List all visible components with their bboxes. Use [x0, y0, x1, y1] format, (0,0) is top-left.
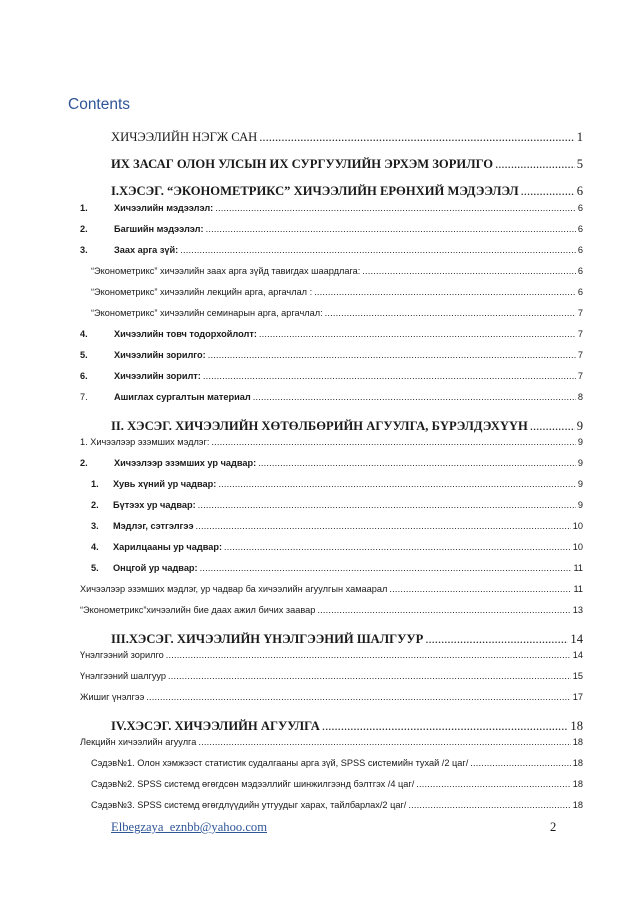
toc-entry[interactable]: [0, 419, 638, 434]
toc-entry-page: 18: [570, 719, 583, 733]
toc-leader-dots: [215, 203, 576, 213]
toc-entry-text: Хичээлээр эзэмших мэдлэг, ур чадвар ба хичээлийн агуулгын хамаарал: [80, 584, 388, 594]
toc-entry[interactable]: [0, 287, 638, 297]
toc-entry-page: 7: [577, 371, 583, 381]
toc-entry-page: 11: [573, 584, 583, 594]
toc-entry-text: Заах арга зүй:: [114, 245, 179, 255]
toc-leader-dots: [146, 692, 571, 702]
toc-entry-page: 5: [576, 157, 583, 171]
toc-entry-page: 13: [572, 605, 583, 615]
toc-entry[interactable]: [0, 584, 638, 594]
toc-entry[interactable]: [0, 203, 638, 213]
toc-entry-text: Жишиг үнэлгээ: [80, 692, 145, 702]
toc-entry-page: 18: [572, 779, 583, 789]
toc-entry-text: Үнэлгээний зорилго: [80, 650, 164, 660]
toc-entry-text: Харилцааны ур чадвар:: [113, 542, 222, 552]
toc-leader-dots: [317, 605, 570, 615]
toc-entry-page: 10: [572, 542, 583, 552]
toc-entry[interactable]: [0, 650, 638, 660]
toc-entry-page: 17: [572, 692, 583, 702]
toc-entry-number: 2.: [91, 500, 99, 510]
toc-entry-page: 7: [577, 308, 583, 318]
toc-entry-page: 6: [576, 184, 583, 198]
toc-leader-dots: [322, 719, 568, 734]
toc-entry-page: 8: [577, 392, 583, 402]
toc-entry-text: ИХ ЗАСАГ ОЛОН УЛСЫН ИХ СУРГУУЛИЙН ЭРХЭМ ЗОРИЛГО: [111, 157, 494, 171]
toc-entry-page: 9: [577, 500, 583, 510]
toc-entry-text: Ашиглах сургалтын материал: [114, 392, 251, 402]
toc-heading: Contents: [68, 96, 131, 113]
toc-entry-text: Хичээлийн зорилго:: [114, 350, 206, 360]
toc-leader-dots: [218, 479, 576, 489]
toc-entry-page: 14: [570, 632, 583, 646]
toc-leader-dots: [168, 671, 571, 681]
toc-entry[interactable]: [0, 245, 638, 255]
toc-entry-number: 2.: [80, 458, 88, 468]
toc-entry[interactable]: [0, 266, 638, 276]
toc-entry-number: 5.: [80, 350, 88, 360]
toc-leader-dots: [203, 371, 576, 381]
toc-entry[interactable]: [0, 308, 638, 318]
toc-leader-dots: [224, 542, 571, 552]
toc-entry-page: 6: [577, 266, 583, 276]
toc-leader-dots: [198, 500, 576, 510]
toc-leader-dots: [259, 130, 574, 145]
toc-entry-text: Мэдлэг, сэтгэлгээ: [113, 521, 194, 531]
toc-entry-text: IV.ХЭСЭГ. ХИЧЭЭЛИЙН АГУУЛГА: [111, 719, 320, 733]
toc-leader-dots: [530, 419, 575, 434]
toc-entry-text: II. ХЭСЭГ. ХИЧЭЭЛИЙН ХӨТӨЛБӨРИЙН АГУУЛГА, БҮРЭЛДЭХҮҮН: [111, 419, 528, 433]
toc-leader-dots: [425, 632, 568, 647]
toc-leader-dots: [180, 245, 576, 255]
toc-leader-dots: [258, 458, 576, 468]
toc-leader-dots: [470, 758, 571, 768]
toc-leader-dots: [211, 437, 575, 447]
toc-entry-page: 9: [577, 479, 583, 489]
toc-entry-page: 6: [577, 287, 583, 297]
toc-entry[interactable]: [0, 605, 638, 615]
toc-leader-dots: [389, 584, 571, 594]
toc-entry-number: 3.: [80, 245, 88, 255]
toc-entry-text: Багшийн мэдээлэл:: [114, 224, 204, 234]
toc-leader-dots: [521, 184, 575, 199]
toc-entry-page: 18: [572, 737, 583, 747]
toc-entry-number: 7.: [80, 392, 88, 402]
toc-entry[interactable]: [0, 632, 638, 647]
toc-entry[interactable]: [0, 563, 638, 573]
toc-entry[interactable]: [0, 329, 638, 339]
toc-entry[interactable]: [0, 350, 638, 360]
toc-entry[interactable]: [0, 500, 638, 510]
toc-leader-dots: [206, 224, 576, 234]
toc-leader-dots: [362, 266, 576, 276]
toc-leader-dots: [208, 350, 576, 360]
toc-entry-page: 6: [577, 224, 583, 234]
toc-entry[interactable]: [0, 800, 638, 810]
toc-entry-text: ХИЧЭЭЛИЙН НЭГЖ САН: [111, 130, 258, 144]
toc-leader-dots: [314, 287, 576, 297]
toc-entry-text: Сэдэв№1. Олон хэмжээст статистик судалгааны арга зүй, SPSS системийн тухай /2 цаг/: [91, 758, 469, 768]
toc-entry-text: Онцгой ур чадвар:: [113, 563, 198, 573]
toc-leader-dots: [325, 308, 576, 318]
toc-leader-dots: [408, 800, 570, 810]
toc-entry[interactable]: [0, 392, 638, 402]
toc-entry[interactable]: [0, 184, 638, 199]
toc-entry-text: I.ХЭСЭГ. “ЭКОНОМЕТРИКС” ХИЧЭЭЛИЙН ЕРӨНХИЙ МЭДЭЭЛЭЛ: [111, 184, 519, 198]
toc-entry-number: 1.: [80, 203, 88, 213]
toc-entry-text: “Эконометрикс” хичээлийн лекцийн арга, аргачлал :: [91, 287, 313, 297]
toc-entry-text: Лекцийн хичээлийн агуулга: [80, 737, 197, 747]
toc-entry[interactable]: [0, 758, 638, 768]
toc-entry-text: Үнэлгээний шалгуур: [80, 671, 167, 681]
toc-entry-page: 6: [577, 203, 583, 213]
toc-leader-dots: [200, 563, 572, 573]
toc-entry-page: 9: [577, 458, 583, 468]
toc-entry-page: 11: [573, 563, 583, 573]
toc-entry[interactable]: [0, 458, 638, 468]
toc-entry-text: Хичээлийн зорилт:: [114, 371, 201, 381]
toc-entry[interactable]: [0, 479, 638, 489]
toc-entry-text: Хичээлээр эзэмших ур чадвар:: [114, 458, 257, 468]
toc-leader-dots: [196, 521, 571, 531]
toc-entry-number: 2.: [80, 224, 88, 234]
toc-entry[interactable]: [0, 737, 638, 747]
toc-entry-number: 3.: [91, 521, 99, 531]
toc-entry-page: 9: [576, 419, 583, 433]
toc-entry-page: 7: [577, 350, 583, 360]
toc-entry-page: 6: [577, 245, 583, 255]
toc-leader-dots: [416, 779, 570, 789]
toc-entry-text: Сэдэв№2. SPSS системд өгөгдсөн мэдээллийг шинжилгээнд бэлтгэх /4 цаг/: [91, 779, 415, 789]
toc-entry[interactable]: [0, 779, 638, 789]
toc-entry-number: 6.: [80, 371, 88, 381]
toc-entry[interactable]: [0, 157, 638, 172]
toc-entry[interactable]: [0, 521, 638, 531]
toc-entry-page: 7: [577, 329, 583, 339]
toc-entry-text: Бүтээх ур чадвар:: [113, 500, 196, 510]
footer-email-link[interactable]: Elbegzaya_eznbb@yahoo.com: [111, 820, 268, 834]
toc-leader-dots: [198, 737, 570, 747]
toc-entry-number: 1.: [91, 479, 99, 489]
toc-entry-page: 1: [576, 130, 583, 144]
toc-entry-number: 5.: [91, 563, 99, 573]
toc-leader-dots: [495, 157, 575, 172]
toc-entry-number: 4.: [91, 542, 99, 552]
toc-entry[interactable]: [0, 224, 638, 234]
toc-entry-page: 10: [572, 521, 583, 531]
toc-entry-page: 18: [572, 758, 583, 768]
toc-entry-text: Хичээлийн товч тодорхойлолт:: [114, 329, 257, 339]
toc-entry[interactable]: [0, 130, 638, 145]
toc-entry-page: 9: [577, 437, 583, 447]
toc-entry-text: 1. Хичээлээр эзэмших мэдлэг:: [80, 437, 210, 447]
toc-entry-page: 18: [572, 800, 583, 810]
toc-entry-page: 14: [572, 650, 583, 660]
toc-entry-text: Сэдэв№3. SPSS системд өгөгдлүүдийн утгуудыг харах, тайлбарлах/2 цаг/: [91, 800, 407, 810]
toc-entry-text: Хувь хүний ур чадвар:: [113, 479, 217, 489]
toc-leader-dots: [166, 650, 571, 660]
toc-entry-number: 4.: [80, 329, 88, 339]
toc-entry[interactable]: [0, 542, 638, 552]
toc-entry-text: “Эконометрикс” хичээлийн заах арга зүйд тавигдах шаардлага:: [91, 266, 361, 276]
toc-entry[interactable]: [0, 371, 638, 381]
toc-entry-text: “Эконометрикс”хичээлийн бие даах ажил бичих заавар: [80, 605, 316, 615]
toc-entry[interactable]: [0, 671, 638, 681]
toc-entry[interactable]: [0, 692, 638, 702]
toc-entry[interactable]: [0, 437, 638, 447]
footer-page-number: 2: [550, 820, 557, 834]
toc-leader-dots: [259, 329, 576, 339]
toc-entry-text: Хичээлийн мэдээлэл:: [114, 203, 214, 213]
toc-entry-page: 15: [572, 671, 583, 681]
toc-entry[interactable]: [0, 719, 638, 734]
toc-entry-text: “Эконометрикс” хичээлийн семинарын арга, аргачлал:: [91, 308, 323, 318]
toc-entry-text: III.ХЭСЭГ. ХИЧЭЭЛИЙН ҮНЭЛГЭЭНИЙ ШАЛГУУР: [111, 632, 424, 646]
toc-leader-dots: [253, 392, 576, 402]
